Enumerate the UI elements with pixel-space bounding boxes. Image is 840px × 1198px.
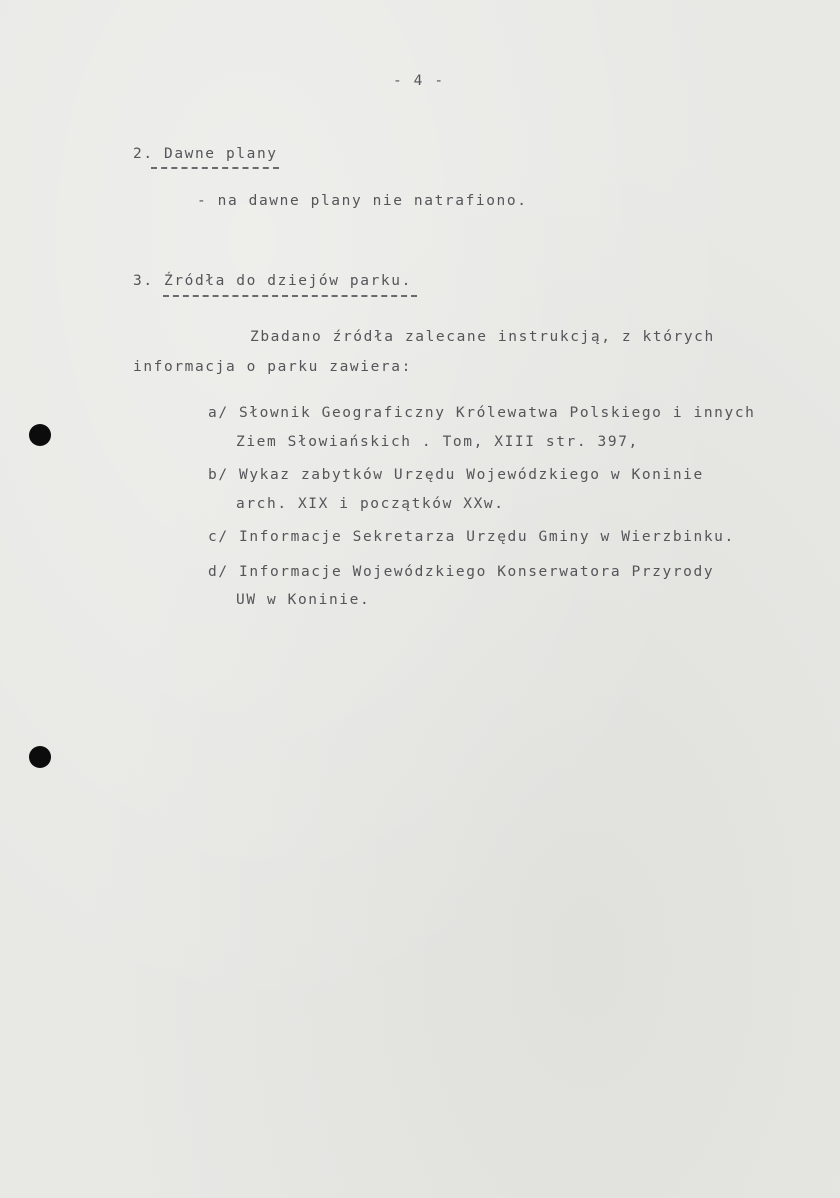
- section-2-text: - na dawne plany nie natrafiono.: [197, 193, 528, 209]
- source-item-d-line-2: UW w Koninie.: [236, 592, 371, 608]
- page-number: - 4 -: [393, 73, 445, 89]
- section-2-heading-underline: [151, 167, 279, 169]
- punch-hole-top: [29, 424, 51, 446]
- source-item-b-line-2: arch. XIX i początków XXw.: [236, 496, 505, 512]
- source-item-d-line-1: d/ Informacje Wojewódzkiego Konserwatora Przyrody: [208, 564, 715, 580]
- source-item-a-line-1: a/ Słownik Geograficzny Królewatwa Polskiego i innych: [208, 405, 756, 421]
- source-item-b-line-1: b/ Wykaz zabytków Urzędu Wojewódzkiego w Koninie: [208, 467, 704, 483]
- source-item-a-line-2: Ziem Słowiańskich . Tom, XIII str. 397,: [236, 434, 639, 450]
- section-3-heading: 3. Źródła do dziejów parku.: [133, 273, 412, 289]
- source-item-c-line-1: c/ Informacje Sekretarza Urzędu Gminy w Wierzbinku.: [208, 529, 735, 545]
- section-2-heading: 2. Dawne plany: [133, 146, 278, 162]
- section-3-intro-line-2: informacja o parku zawiera:: [133, 359, 412, 375]
- punch-hole-bottom: [29, 746, 51, 768]
- section-3-intro-line-1: Zbadano źródła zalecane instrukcją, z których: [250, 329, 715, 345]
- section-3-heading-underline: [163, 295, 417, 297]
